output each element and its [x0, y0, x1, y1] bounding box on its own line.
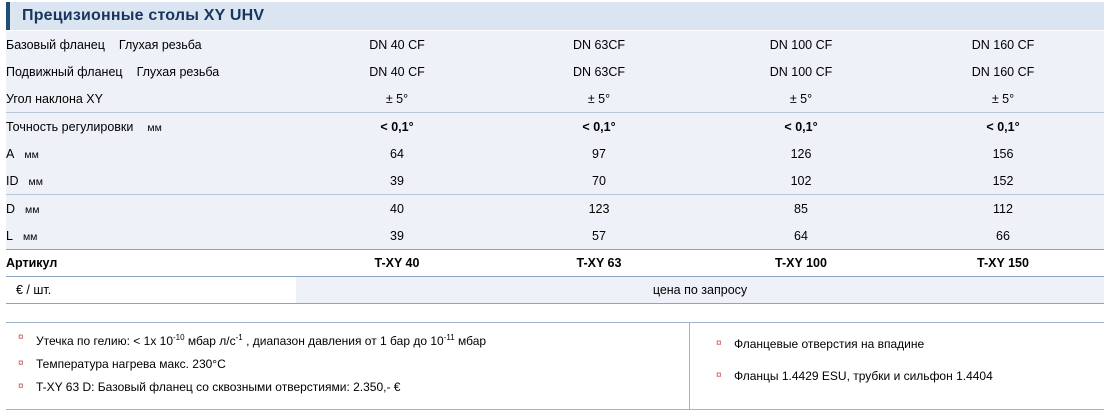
row-value: 57 [498, 222, 700, 250]
row-label-cell [6, 113, 296, 141]
row-value: 70 [498, 167, 700, 195]
row-value: 152 [902, 167, 1104, 195]
row-value: DN 100 CF [700, 58, 902, 85]
row-label-cell [6, 31, 296, 58]
list-item [10, 331, 689, 348]
row-value: DN 63CF [498, 58, 700, 85]
bullet-icon: ¤ [18, 381, 24, 392]
row-label: A [6, 146, 15, 161]
row-value: 64 [700, 222, 902, 250]
table-row [6, 85, 1104, 113]
article-value: T-XY 40 [296, 250, 498, 277]
price-label: € / шт. [6, 277, 296, 304]
note-text: Фланцевые отверстия на впадине [734, 337, 925, 351]
row-value: 39 [296, 222, 498, 250]
article-label: Артикул [6, 250, 296, 277]
row-label: Подвижный фланец [6, 64, 123, 79]
page-root [0, 2, 1110, 416]
notes-right-column [690, 323, 1104, 409]
row-label: L [6, 228, 13, 243]
row-value: DN 100 CF [700, 31, 902, 58]
article-value: T-XY 100 [700, 250, 902, 277]
list-item [708, 337, 1104, 351]
table-row [6, 167, 1104, 195]
article-value: T-XY 150 [902, 250, 1104, 277]
row-value: 64 [296, 140, 498, 167]
note-text: Температура нагрева макс. 230°C [36, 357, 226, 371]
row-label: ID [6, 173, 19, 188]
table-row [6, 195, 1104, 223]
price-row [6, 277, 1104, 304]
row-value: < 0,1° [700, 113, 902, 141]
row-value: DN 160 CF [902, 31, 1104, 58]
spec-table [6, 31, 1104, 304]
bullet-icon: ¤ [18, 332, 24, 343]
page-title: Прецизионные столы XY UHV [22, 7, 265, 24]
row-value: 39 [296, 167, 498, 195]
row-unit: мм [24, 148, 39, 161]
row-unit: мм [25, 203, 40, 216]
table-row [6, 31, 1104, 58]
row-value: DN 40 CF [296, 31, 498, 58]
row-label: Базовый фланец [6, 37, 105, 52]
page-title-bar [6, 2, 1104, 30]
row-value: 126 [700, 140, 902, 167]
row-value: ± 5° [902, 85, 1104, 113]
row-value: < 0,1° [296, 113, 498, 141]
row-value: 112 [902, 195, 1104, 223]
row-value: ± 5° [498, 85, 700, 113]
row-value: ± 5° [296, 85, 498, 113]
row-value: 66 [902, 222, 1104, 250]
row-value: DN 63CF [498, 31, 700, 58]
row-label-cell [6, 140, 296, 167]
article-value: T-XY 63 [498, 250, 700, 277]
table-row [6, 58, 1104, 85]
row-label-sub: Глухая резьба [118, 37, 202, 52]
notes-left-column [6, 323, 690, 409]
row-unit: мм [28, 175, 43, 188]
bullet-icon: ¤ [18, 358, 24, 369]
row-value: < 0,1° [498, 113, 700, 141]
bullet-icon: ¤ [716, 338, 722, 349]
row-value: 102 [700, 167, 902, 195]
row-label-cell [6, 167, 296, 195]
list-item [10, 380, 689, 394]
row-value: 97 [498, 140, 700, 167]
article-row [6, 250, 1104, 277]
row-value: 85 [700, 195, 902, 223]
table-row [6, 222, 1104, 250]
row-label-cell [6, 222, 296, 250]
notes-section [6, 322, 1104, 410]
row-label-sub: Глухая резьба [136, 64, 220, 79]
row-value: ± 5° [700, 85, 902, 113]
row-value: 123 [498, 195, 700, 223]
row-unit: мм [22, 230, 38, 243]
row-value: DN 160 CF [902, 58, 1104, 85]
row-label: D [6, 201, 16, 216]
row-label-cell [6, 85, 296, 113]
list-item [708, 369, 1104, 383]
row-value: < 0,1° [902, 113, 1104, 141]
bullet-icon: ¤ [716, 370, 722, 381]
note-text: T-XY 63 D: Базовый фланец со сквозными отверстиями: 2.350,- € [36, 380, 401, 394]
row-label: Угол наклона XY [6, 91, 103, 106]
row-label-cell [6, 195, 296, 223]
row-value: 40 [296, 195, 498, 223]
row-label: Точность регулировки [6, 119, 134, 134]
row-unit: мм [147, 121, 162, 134]
list-item [10, 357, 689, 371]
row-label-cell [6, 58, 296, 85]
row-value: 156 [902, 140, 1104, 167]
row-value: DN 40 CF [296, 58, 498, 85]
table-row [6, 140, 1104, 167]
note-text: Утечка по гелию: < 1x $10^{-10}$ мбар $л/с^{-1}$ , диапазон давления от 1 бар до $10^{-11}$ мбар [36, 333, 487, 348]
table-row [6, 113, 1104, 141]
price-value: цена по запросу [296, 277, 1104, 304]
note-text: Фланцы 1.4429 ESU, трубки и сильфон 1.4404 [734, 369, 993, 383]
